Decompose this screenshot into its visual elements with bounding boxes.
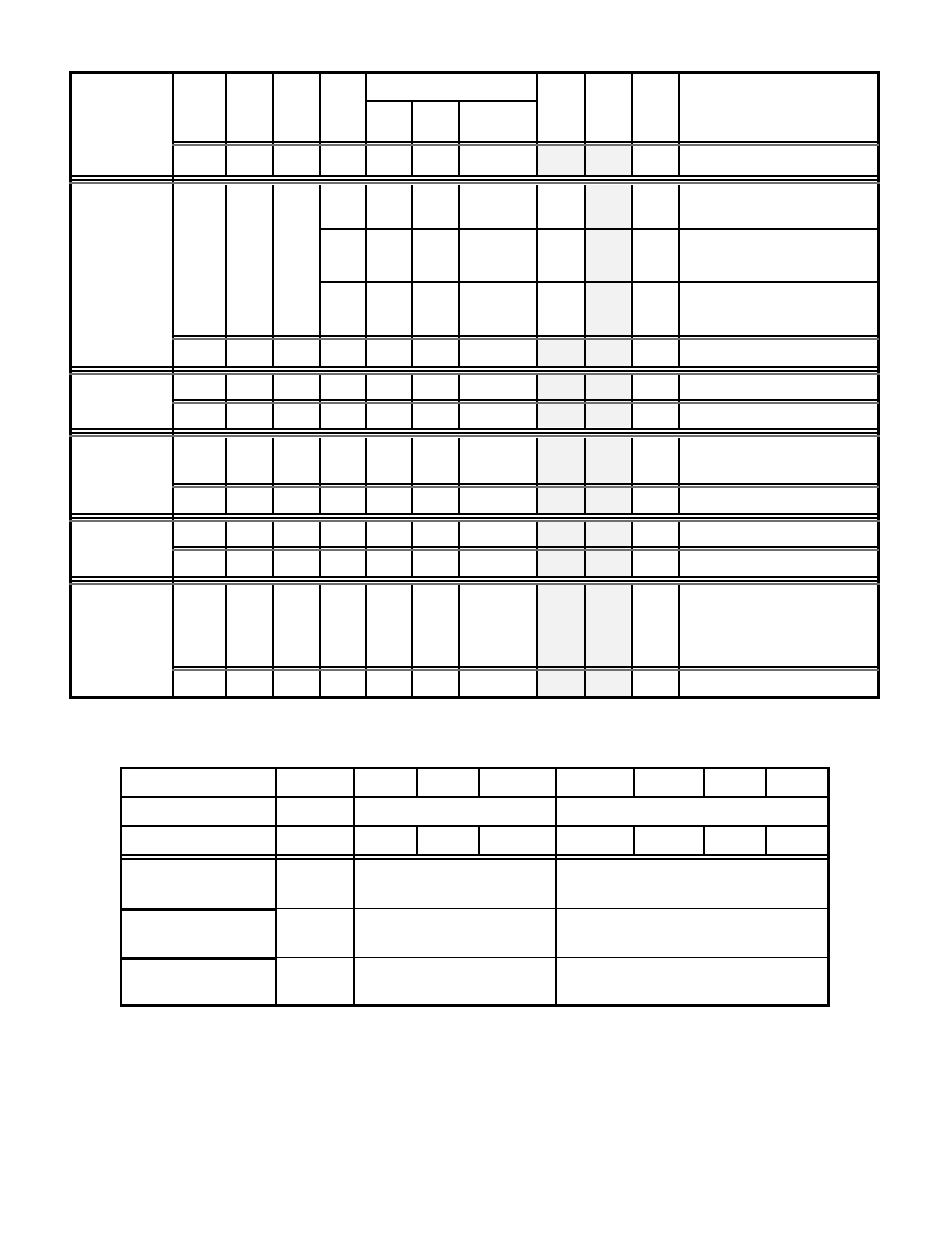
column-divider: [416, 767, 418, 796]
group-separator: [69, 517, 880, 519]
group-separator: [69, 520, 880, 522]
header-rule: [120, 854, 830, 856]
header-group-line: [365, 100, 537, 102]
table-border-top: [120, 767, 830, 769]
header-rule: [120, 858, 830, 860]
row-divider: [172, 666, 879, 668]
column-divider: [319, 585, 321, 697]
column-divider: [678, 438, 680, 514]
row-divider: [172, 338, 879, 340]
column-divider: [275, 767, 277, 1007]
row-divider: [120, 825, 830, 827]
table-border-left: [69, 71, 72, 699]
column-divider: [631, 438, 633, 514]
column-divider: [458, 438, 460, 514]
column-divider: [272, 585, 274, 697]
row-divider: [172, 549, 879, 551]
lower-table: [0, 740, 950, 1040]
group-separator: [69, 370, 880, 372]
row-divider: [172, 669, 879, 671]
column-divider: [416, 825, 418, 854]
group-separator: [69, 580, 880, 582]
column-divider: [584, 438, 586, 514]
table-border-top: [69, 71, 880, 74]
column-divider: [584, 585, 586, 697]
column-divider: [411, 438, 413, 514]
row-divider: [172, 486, 879, 488]
column-divider: [272, 71, 274, 175]
column-divider: [365, 585, 367, 697]
group-separator: [69, 428, 880, 430]
row-divider: [319, 281, 879, 283]
row-divider: [277, 908, 830, 909]
column-divider: [365, 438, 367, 514]
column-divider: [631, 585, 633, 697]
column-divider: [584, 71, 586, 175]
column-divider: [225, 71, 227, 175]
table-border-bottom: [69, 696, 880, 699]
column-divider: [478, 767, 480, 796]
header-rule: [172, 144, 879, 146]
column-divider: [536, 585, 538, 697]
column-divider: [678, 585, 680, 697]
row-divider: [277, 957, 830, 958]
column-divider: [765, 767, 767, 796]
header-rule: [172, 141, 879, 143]
row-divider: [172, 335, 879, 337]
column-divider: [703, 767, 705, 796]
column-divider: [411, 585, 413, 697]
group-separator: [69, 366, 880, 368]
row-divider: [172, 402, 879, 404]
column-divider: [225, 438, 227, 514]
column-divider: [631, 71, 633, 175]
row-divider: [120, 908, 277, 911]
group-separator: [69, 179, 880, 181]
group-separator: [69, 576, 880, 578]
column-divider: [458, 101, 460, 175]
column-divider: [478, 825, 480, 854]
table-border-right: [877, 71, 880, 699]
shaded-cell: [585, 185, 630, 337]
column-divider: [365, 71, 367, 175]
column-divider: [172, 71, 174, 699]
column-divider: [411, 101, 413, 175]
column-divider: [633, 767, 635, 796]
row-divider: [319, 228, 879, 230]
table-border-right: [827, 767, 830, 1007]
row-divider: [172, 546, 879, 548]
group-separator: [69, 373, 880, 375]
table-border-bottom: [120, 1004, 830, 1007]
column-divider: [353, 767, 355, 1007]
column-divider: [703, 825, 705, 854]
column-divider: [633, 825, 635, 854]
row-divider: [120, 957, 277, 960]
column-divider: [536, 438, 538, 514]
group-separator: [69, 182, 880, 184]
group-separator: [69, 175, 880, 177]
column-divider: [765, 825, 767, 854]
group-separator: [69, 435, 880, 437]
column-divider: [678, 71, 680, 175]
row-divider: [172, 399, 879, 401]
table-border-left: [120, 767, 122, 1007]
row-divider: [120, 796, 830, 798]
column-divider: [319, 71, 321, 175]
row-divider: [172, 483, 879, 485]
column-divider: [458, 585, 460, 697]
group-separator: [69, 513, 880, 515]
column-divider: [272, 438, 274, 514]
column-divider: [555, 767, 557, 1007]
group-separator: [69, 583, 880, 585]
column-divider: [536, 71, 538, 175]
column-divider: [225, 585, 227, 697]
column-divider: [319, 438, 321, 514]
group-separator: [69, 432, 880, 434]
